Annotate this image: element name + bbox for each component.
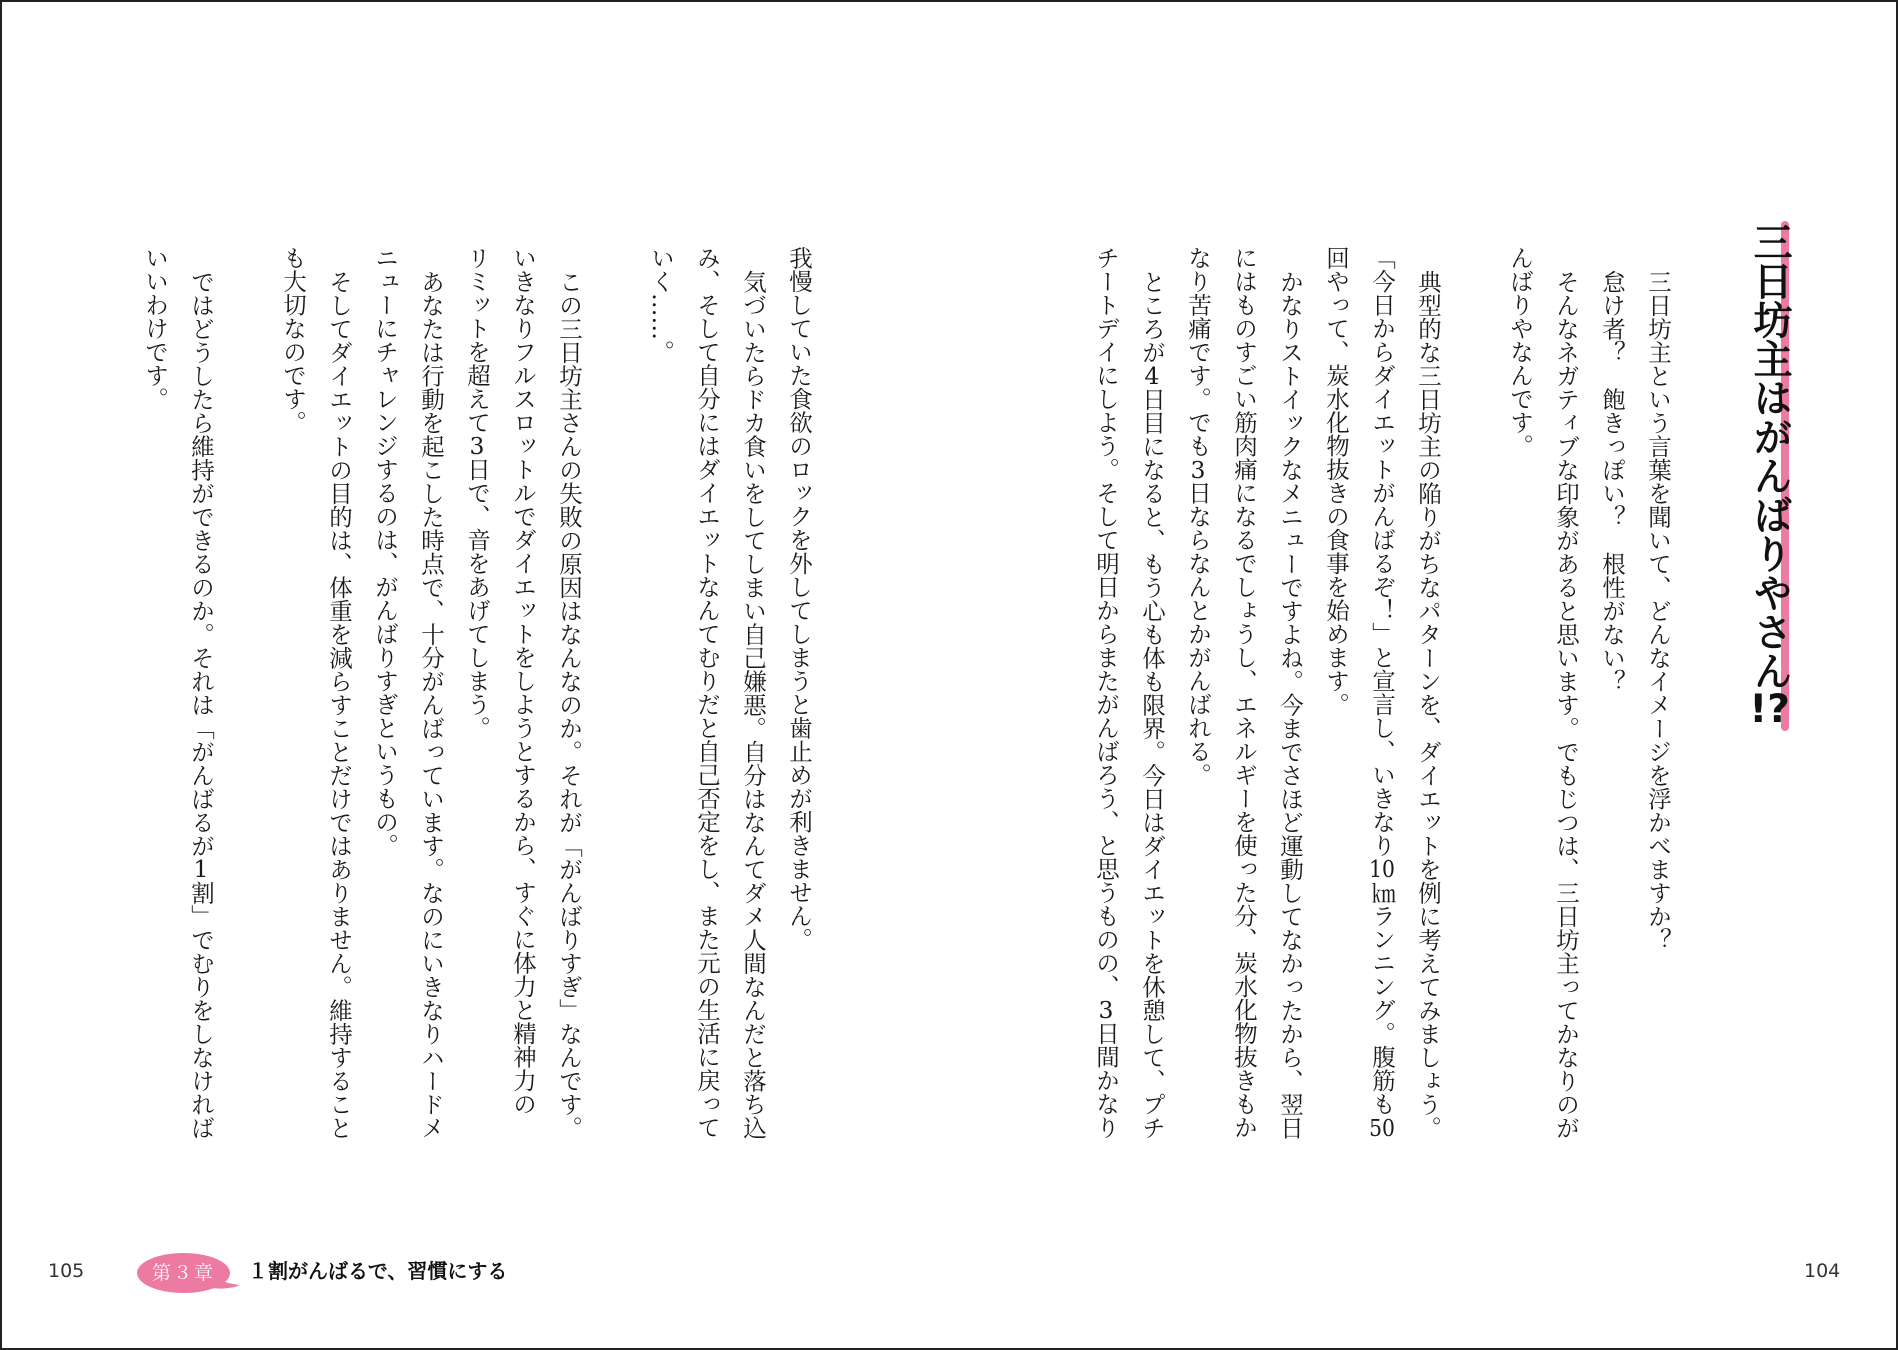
body-line: 「今日からダイエットがんばるぞ！」と宣言し、いきなり10㎞ランニング。腹筋も50 — [1368, 246, 1396, 1139]
left-page-body — [132, 246, 822, 1176]
tate-chu-yoko: 3 — [1190, 457, 1206, 481]
tate-chu-yoko: !? — [1749, 690, 1790, 729]
page-number-right: 104 — [1804, 1260, 1841, 1282]
body-line: 典型的な三日坊主の陥りがちなパターンを、ダイエットを例に考えてみましょう。 — [1414, 269, 1442, 1139]
body-line: あなたは行動を起こした時点で、十分がんばっています。なのにいきなりハードメ — [417, 269, 445, 1139]
body-line: ニューにチャレンジするのは、がんばりすぎというもの。 — [371, 246, 399, 857]
chapter-badge: 第３章 — [151, 1262, 215, 1284]
body-line: 怠け者？ 飽きっぽい？ 根性がない？ — [1598, 269, 1626, 693]
tate-chu-yoko: 3 — [1098, 998, 1114, 1022]
tate-chu-yoko: 10 — [1369, 857, 1395, 881]
body-line: んばりやなんです。 — [1506, 246, 1534, 458]
body-line: 我慢していた食欲のロックを外してしまうと歯止めが利きません。 — [785, 246, 813, 951]
tate-chu-yoko: 4 — [1144, 363, 1160, 387]
body-line: この三日坊主さんの失敗の原因はなんなのか。それが「がんばりすぎ」なんです。 — [555, 269, 583, 1139]
body-line: み、そして自分にはダイエットなんてむりだと自己否定をし、また元の生活に戻って — [693, 246, 721, 1139]
body-line: 回やって、炭水化物抜きの食事を始めます。 — [1322, 246, 1350, 716]
tate-chu-yoko: 3 — [469, 434, 485, 458]
page-number-left: 105 — [48, 1260, 85, 1282]
chapter-title: １割がんばるで、習慣にする — [248, 1259, 508, 1283]
body-line: ではどうしたら維持ができるのか。それは「がんばるが1割」でむりをしなければ — [187, 269, 215, 1139]
body-line: ところが4日目になると、もう心も体も限界。今日はダイエットを休憩して、プチ — [1138, 269, 1166, 1139]
body-line: 気づいたらドカ食いをしてしまい自己嫌悪。自分はなんてダメ人間なんだと落ち込 — [739, 269, 767, 1139]
section-title: 三日坊主はがんばりやさん!? — [1747, 222, 1793, 729]
body-line: そしてダイエットの目的は、体重を減らすことだけではありません。維持すること — [325, 269, 353, 1139]
body-line: いきなりフルスロットルでダイエットをしようとするから、すぐに体力と精神力の — [509, 246, 537, 1116]
body-line: かなりストイックなメニューですよね。今までさほど運動してなかったから、翌日 — [1276, 269, 1304, 1139]
tate-chu-yoko: 1 — [193, 857, 209, 881]
body-line: いいわけです。 — [141, 246, 169, 411]
body-line: いく……。 — [647, 246, 675, 364]
body-line: 三日坊主という言葉を聞いて、どんなイメージを浮かべますか？ — [1644, 269, 1672, 951]
body-line: チートデイにしよう。そして明日からまたがんばろう、と思うものの、3日間かなり — [1092, 246, 1120, 1139]
body-line: も大切なのです。 — [279, 246, 307, 434]
body-line: リミットを超えて3日で、音をあげてしまう。 — [463, 246, 491, 740]
body-line: そんなネガティブな印象があると思います。でもじつは、三日坊主ってかなりのが — [1552, 269, 1580, 1139]
body-line: なり苦痛です。でも3日ならなんとかがんばれる。 — [1184, 246, 1212, 787]
body-line: にはものすごい筋肉痛になるでしょうし、エネルギーを使った分、炭水化物抜きもか — [1230, 246, 1258, 1139]
right-page-body — [1083, 246, 1681, 1176]
paragraph-gap — [592, 246, 638, 1176]
tate-chu-yoko: 50 — [1369, 1115, 1395, 1139]
paragraph-gap — [224, 246, 270, 1176]
paragraph-gap — [1451, 246, 1497, 1176]
